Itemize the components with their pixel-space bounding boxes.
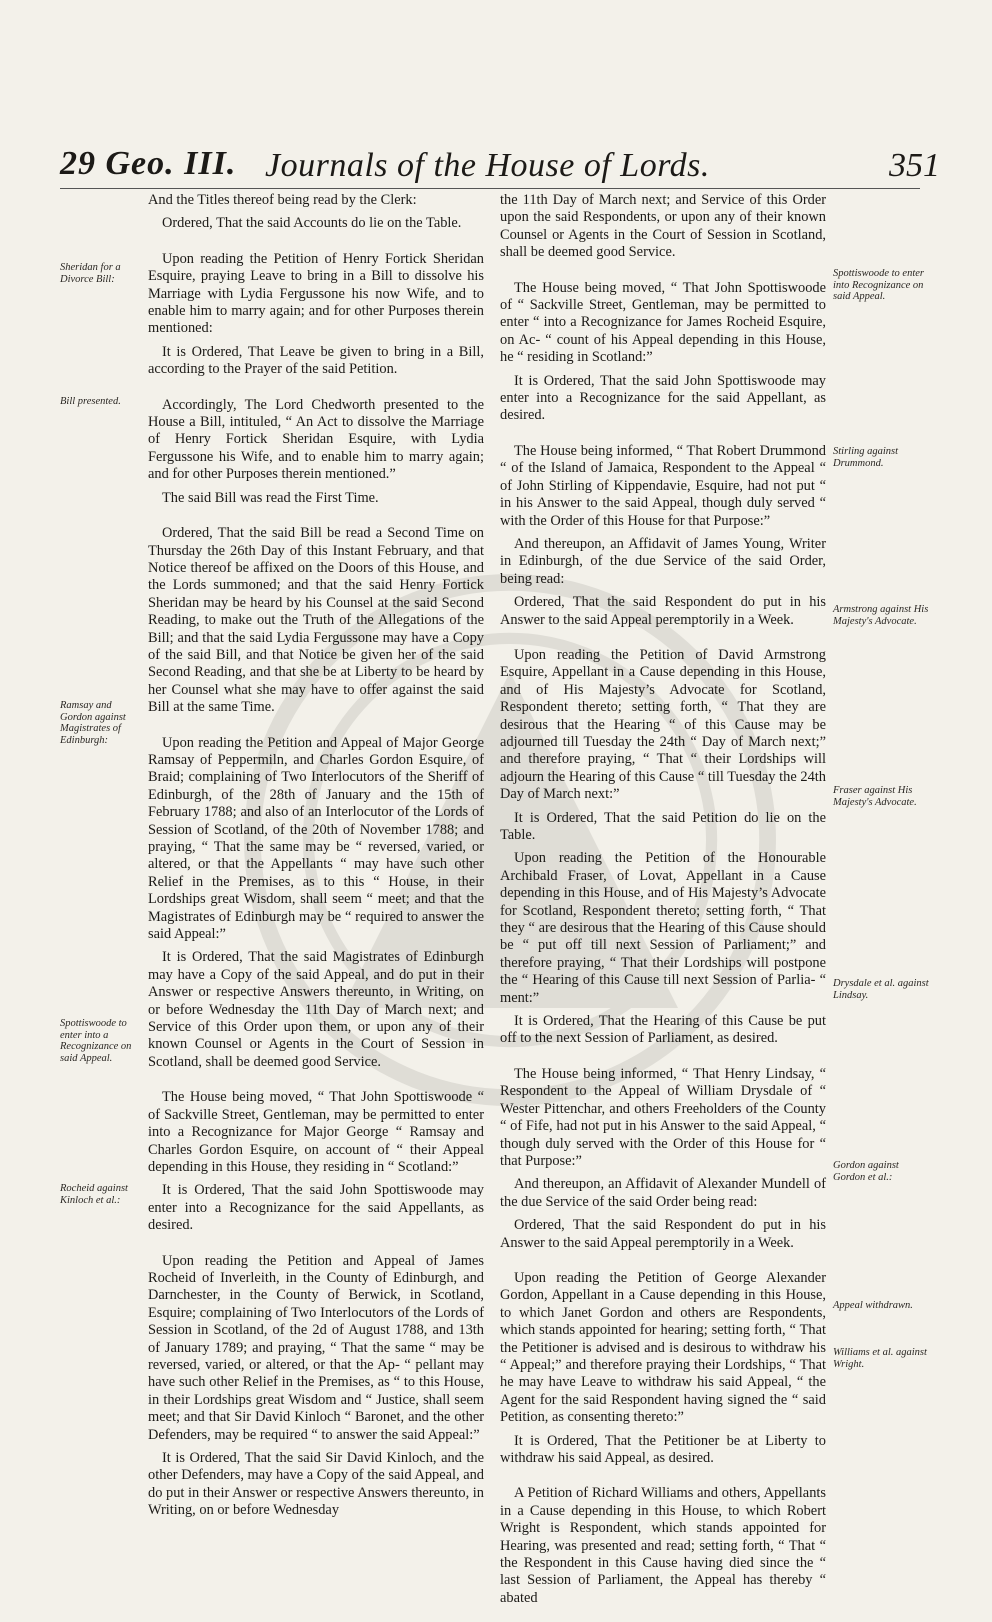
- margin-note: Bill presented.: [60, 396, 121, 407]
- paragraph: Ordered, That the said Respondent do put in his Answer to the said Appeal peremptorily in a Week.: [500, 1217, 826, 1251]
- margin-note: Fraser against His Majesty's Advocate.: [833, 785, 917, 808]
- paragraph: The House being informed, “ That Robert Drummond “ of the Island of Jamaica, Respondent to the Appeal “ of John Stirling of Kippendavie, Esquire, had not put “ in his Answer to the said Appeal, though duly served “ with the Order of this House for that Purpose:”: [500, 442, 826, 529]
- header-rule: [60, 188, 920, 189]
- paragraph: Upon reading the Petition and Appeal of James Rocheid of Inverleith, in the County of Edinburgh, and Darnchester, in the County of Berwick, in Scotland, Esquire; complaining of Two Interlocutors of the Lords of Session in Scotland, of the 2d of August 1788, and 13th of January 1789; and praying, “ That the same “ may be reversed, varied, or altered, or that the Ap- “ pellant may have such other Relief in the Premises, as “ to this House, in their Lordships great Wisdom and “ Justice, shall seem meet; and that Sir David Kinloch “ Baronet, and the other Defenders, may be required “ to answer the said Appeal:”: [148, 1252, 484, 1443]
- paragraph: It is Ordered, That the said Petition do lie on the Table.: [500, 809, 826, 843]
- margin-note: Williams et al. against Wright.: [833, 1347, 927, 1370]
- paragraph: Accordingly, The Lord Chedworth presented to the House a Bill, intituled, “ An Act to dissolve the Marriage of Henry Fortick Sheridan Esquire, with Lydia Fergussone his Wife, and to enable him to marry again; and for other Purposes therein mentioned.”: [148, 396, 484, 483]
- margin-note: Spottiswoode to enter into Recognizance on said Appeal.: [833, 268, 924, 302]
- paragraph: And thereupon, an Affidavit of Alexander Mundell of the due Service of the said Order being read:: [500, 1176, 826, 1210]
- margin-note: Ramsay and Gordon against Magistrates of Edinburgh:: [60, 700, 126, 746]
- paragraph: It is Ordered, That the said Magistrates of Edinburgh may have a Copy of the said Appeal, and do put in their Answer or respective Answers thereunto, in Writing, on or before Wednesday the 11th Day of March next; and Service of this Order upon them, or upon any of their known Counsel or Agents in the Court of Session in Scotland, shall be deemed good Service.: [148, 949, 484, 1070]
- paragraph: the 11th Day of March next; and Service of this Order upon the said Respondents, or upon any of their known Counsel or Agents in the Court of Session in Scotland, shall be deemed good Service.: [500, 192, 826, 261]
- paragraph: Upon reading the Petition of George Alexander Gordon, Appellant in a Cause depending in this House, to which Janet Gordon and others are Respondents, which stands appointed for hearing; setting forth, “ That the Petitioner is advised and is desirous to withdraw his “ Appeal;” and therefore praying their Lordships, “ That he may have Leave to withdraw his said Appeal, “ the Agent for the said Respondent having signed the “ said Petition, as consenting thereto:”: [500, 1269, 826, 1426]
- paragraph: The House being moved, “ That John Spottiswoode of “ Sackville Street, Gentleman, may be permitted to enter “ into a Recognizance for James Rocheid Esquire, on Ac- “ count of his Appeal depending in this House, he “ residing in Scotland:”: [500, 279, 826, 366]
- paragraph: Upon reading the Petition and Appeal of Major George Ramsay of Peppermiln, and Charles Gordon Esquire, of Braid; complaining of Two Interlocutors of the Sheriff of Edinburgh, of the 28th of January and the 15th of February 1788; and also of an Interlocutor of the Lords of Session of Scotland, of the 20th of November 1788; and praying, “ That the same may be “ reversed, varied, or altered, or that the Appellants “ may have such other Relief in the Premises, as to this “ House, in their Lordships great Wisdom, shall seem “ meet; and that the Magistrates of Edinburgh may be “ required to answer the said Appeal:”: [148, 734, 484, 943]
- paragraph: It is Ordered, That Leave be given to bring in a Bill, according to the Prayer of the said Petition.: [148, 343, 484, 378]
- journal-title: Journals of the House of Lords.: [265, 147, 710, 184]
- paragraph: Ordered, That the said Accounts do lie on the Table.: [162, 215, 462, 232]
- page-number: 351: [889, 147, 940, 184]
- paragraph: Ordered, That the said Bill be read a Second Time on Thursday the 26th Day of this Instant February, and that Notice thereof be affixed on the Doors of this House, and the Lords summoned; and that the said Henry Fortick Sheridan may be heard by his Counsel at the said Second Reading, to make out the Truth of the Allegations of the Bill; and that the said Lydia Fergussone may have a Copy of the said Bill, and that Notice be given her of the said Second Reading, and that she be at Liberty to be heard by her Counsel what she may have to offer against the said Bill at the same Time.: [148, 525, 484, 716]
- paragraph: Upon reading the Petition of the Honourable Archibald Fraser, of Lovat, Appellant in a Cause depending in this House, and of His Majesty’s Advocate for Scotland, Respondent thereto; setting forth, “ That they “ are desirous that the Hearing of this Cause should be “ put off till next Session of Parliament;” and therefore praying, “ That their Lordships will postpone the “ Hearing of this Cause till next Session of Parlia- “ ment:”: [500, 850, 826, 1006]
- margin-note: Sheridan for a Divorce Bill:: [60, 262, 121, 285]
- paragraph: It is Ordered, That the Petitioner be at Liberty to withdraw his said Appeal, as desired.: [500, 1432, 826, 1466]
- paragraph: It is Ordered, That the said John Spottiswoode may enter into a Recognizance for the said Appellants, as desired.: [148, 1182, 484, 1234]
- paragraph: A Petition of Richard Williams and others, Appellants in a Cause depending in this House, to which Robert Wright is Respondent, which stands appointed for Hearing, was presented and read; setting forth, “ That “ the Respondent in this Cause having died since the “ last Session of Parliament, the Appeal has thereby “ abated: [500, 1485, 826, 1606]
- paragraph: Upon reading the Petition of Henry Fortick Sheridan Esquire, praying Leave to bring in a Bill to dissolve his Marriage with Lydia Fergussone his now Wife, and to enable him to marry again; and for other Purposes therein mentioned:: [148, 250, 484, 337]
- margin-note: Appeal withdrawn.: [833, 1300, 913, 1311]
- margin-note: Stirling against Drummond.: [833, 446, 899, 469]
- paragraph: The House being moved, “ That John Spottiswoode “ of Sackville Street, Gentleman, may be permitted to enter into a Recognizance for Major George “ Ramsay and Charles Gordon Esquire, on account of “ their Appeal depending in this House, they residing in “ Scotland:”: [148, 1089, 484, 1175]
- paragraph: Upon reading the Petition of David Armstrong Esquire, Appellant in a Cause depending in this House, and of His Majesty’s Advocate for Scotland, Respondent thereto; setting forth, “ That they are desirous that the Hearing “ of this Cause may be adjourned till Tuesday the 24th “ Day of March next;” and therefore praying, “ That “ their Lordships will adjourn the Hearing of this Cause “ till Tuesday the 24th Day of March next:”: [500, 646, 826, 803]
- paragraph: The House being informed, “ That Henry Lindsay, “ Respondent to the Appeal of William Drysdale of “ Wester Pittenchar, and others Freeholders of the County “ of Fife, had not put in his Answer to the said Appeal, “ though duly served with the Order of this House for “ that Purpose:”: [500, 1065, 826, 1169]
- margin-note: Spottiswoode to enter into a Recognizance on said Appeal.: [60, 1018, 132, 1064]
- margin-note: Gordon against Gordon et al.:: [833, 1160, 899, 1183]
- right-column: [500, 192, 826, 1613]
- regnal-year: 29 Geo. III.: [60, 145, 237, 182]
- paragraph: It is Ordered, That the Hearing of this Cause be put off to the next Session of Parliament, as desired.: [500, 1013, 826, 1047]
- margin-note: Drysdale et al. against Lindsay.: [833, 978, 929, 1001]
- margin-note: Rocheid against Kinloch et al.:: [60, 1183, 128, 1206]
- paragraph: And the Titles thereof being read by the Clerk:: [148, 192, 417, 208]
- paragraph: It is Ordered, That the said John Spottiswoode may enter into a Recognizance for the said Appellant, as desired.: [500, 372, 826, 424]
- paragraph: It is Ordered, That the said Sir David Kinloch, and the other Defenders, may have a Copy of the said Appeal, and do put in their Answer or respective Answers thereunto, in Writing, on or before Wednesday: [148, 1450, 484, 1519]
- paragraph: Ordered, That the said Respondent do put in his Answer to the said Appeal peremptorily in a Week.: [500, 594, 826, 628]
- margin-note: Armstrong against His Majesty's Advocate.: [833, 604, 929, 627]
- paragraph: The said Bill was read the First Time.: [162, 489, 379, 506]
- left-column: [148, 192, 484, 1526]
- paragraph: And thereupon, an Affidavit of James Young, Writer in Edinburgh, of the due Service of the said Order, being read:: [500, 535, 826, 587]
